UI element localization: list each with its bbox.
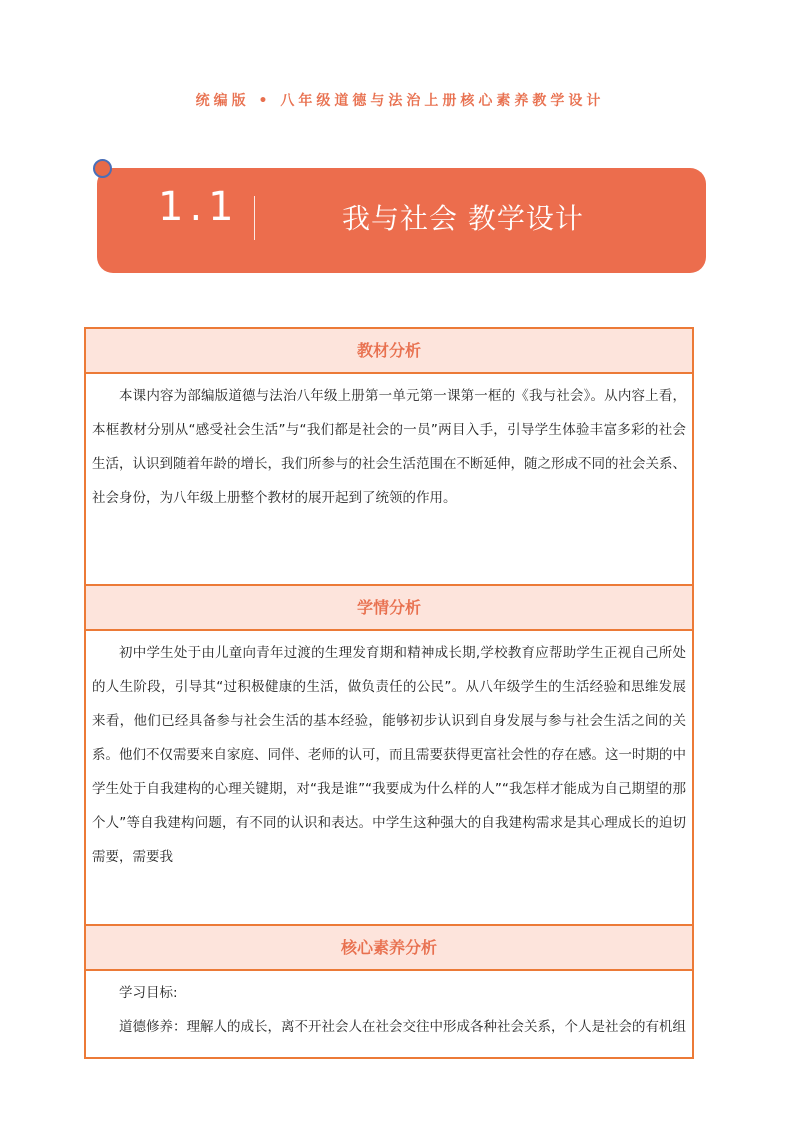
banner-divider xyxy=(254,196,255,240)
paragraph: 本课内容为部编版道德与法治八年级上册第一单元第一课第一框的《我与社会》。从内容上看，本框教材分别从“感受社会生活”与“我们都是社会的一员”两目入手，引导学生体验丰富多彩的社会生活，认识到随着年龄的增长，我们所参与的社会生活范围在不断延伸，随之形成不同的社会关系、社会身份，为八年级上册整个教材的展开起到了统领的作用。 xyxy=(92,388,686,506)
section-heading-core-literacy: 核心素养分析 xyxy=(86,926,692,971)
paragraph-learning-goals: 学习目标: xyxy=(119,985,178,1001)
section-body-textbook-analysis xyxy=(86,374,692,586)
running-header: 统编版 • 八年级道德与法治上册核心素养教学设计 xyxy=(195,93,605,109)
banner-dot-decoration xyxy=(93,159,112,178)
lesson-number: 1.1 xyxy=(158,184,240,230)
section-heading-student-analysis: 学情分析 xyxy=(86,586,692,631)
paragraph-moral-cultivation: 道德修养：理解人的成长，离不开社会人在社会交往中形成各种社会关系，个人是社会的有机组 xyxy=(119,1019,686,1035)
lesson-title: 我与社会 教学设计 xyxy=(342,202,584,235)
section-body-student-analysis xyxy=(86,631,692,926)
analysis-table xyxy=(84,327,694,1059)
section-body-core-literacy xyxy=(86,971,692,1057)
section-heading-textbook-analysis: 教材分析 xyxy=(86,329,692,374)
paragraph: 初中学生处于由儿童向青年过渡的生理发育期和精神成长期,学校教育应帮助学生正视自己所处的人生阶段，引导其“过积极健康的生活，做负责任的公民”。从八年级学生的生活经验和思维发展来看，他们已经具备参与社会生活的基本经验，能够初步认识到自身发展与参与社会生活之间的关系。他们不仅需要来自家庭、同伴、老师的认可，而且需要获得更富社会性的存在感。这一时期的中学生处于自我建构的心理关键期，对“我是谁”“我要成为什么样的人”“我怎样才能成为自己期望的那个人”等自我建构问题，有不同的认识和表达。中学生这种强大的自我建构需求是其心理成长的迫切需要，需要我 xyxy=(92,645,686,865)
